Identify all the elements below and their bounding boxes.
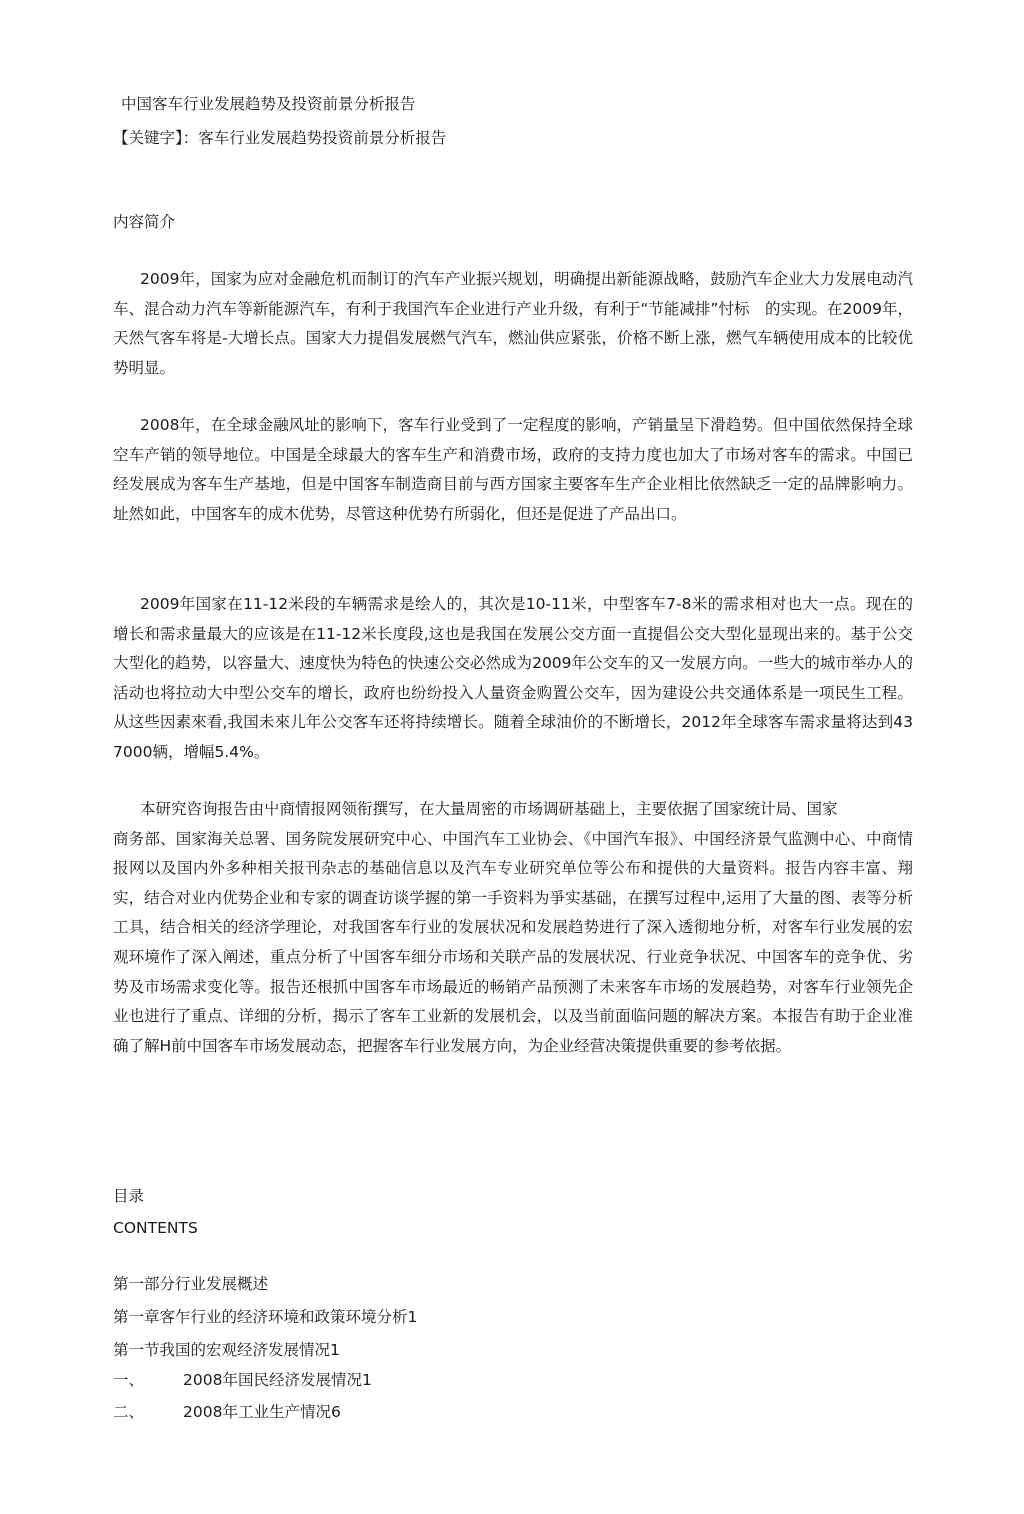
paragraph: 2009年，国家为应对金融危机而制订的汽车产业振兴规划，明确提出新能源战略，鼓励汽车企业大力发展电动汽车、混合动力汽车等新能源汽车，有利于我国汽车企业进行产业升级，有利于“节能减排”忖标 的实现。在2009年，天然气客车将是-大增长点。国家大力提倡发展燃气汽车，燃汕供应紧张，价格不断上涨，燃气车辆使用成本的比较优势明显。 <box>113 270 913 377</box>
paragraph-first-line: 本研究咨询报告由屮商情报网领衔撰写，在大量周密的市场调研基础上，主要依据了国家统计局、国家 <box>140 800 838 818</box>
toc-item-number: 一、 <box>113 1371 145 1389</box>
toc-item-text: 第一章客乍行业的经济环境和政策环境分析1 <box>113 1308 418 1326</box>
toc-item[interactable] <box>113 1274 268 1294</box>
paragraph-continuation: 商务部、国家海关总署、国务院发展研究中心、中国汽车工业协会、《中国汽车报》、中国经济景气监测中心、中商情报网以及国内外多种相关报刊杂志的基础信息以及汽车专业研究单位等公布和提供的大量资料。报告内容丰富、翔实，结合对业内优势企业和专家的调査访谈学握的第一手资料为爭实基础，在撰写过程中,运用了大量的图、表等分析工具，结合相关的经济学理论，对我国客车行业的发展状况和发展趋势进行了深入透彻地分析，对客车行业发展的宏观环境作了深入阐述，重点分析了屮国客车细分市场和关联产品的发展状况、行业竞争状况、中国客车的竞争优、劣势及市场需求变化等。报告还根抓中国客车市场最近的畅销产品预测了未来客车市场的发展趋势，对客车行业领先企业也进行了重点、详细的分析，揭示了客车工业新的发展机会，以及当前面临问题的解决方案。本报告有助于企业准确了解H前中国客车市场发展动态，把握客车行业发展方向，为企业经营决策提供重要的参考依据。 <box>113 829 913 1055</box>
toc-title: 目录 <box>113 1187 145 1205</box>
paragraph <box>113 795 913 1061</box>
toc-item[interactable] <box>113 1340 340 1360</box>
intro-heading: 内容简介 <box>113 213 176 231</box>
keywords-line: 【关键字】：客车行业发展趋势投资前景分析报告 <box>113 129 447 147</box>
toc-item[interactable] <box>113 1307 417 1327</box>
toc-item[interactable] <box>113 1370 372 1390</box>
toc-item-text: 2008年工业生产情况6 <box>183 1403 341 1421</box>
document-title: 中国客车行业发展趋势及投资前景分析报告 <box>121 95 416 113</box>
toc-item-text: 第一部分行业发展概述 <box>113 1275 269 1293</box>
paragraph: 2008年，在全球金融风址的影响下，客车行业受到了一定程度的影响，产销量呈下滑趋势。但中国依然保持全球空车产销的领导地位。中国是全球最大的客车生产和消费市场，政府的支持力度也加大了市场对客车的需求。中国已经发展成为客车生产基地，但是中国客车制造商目前与西方国家主要客车生产企业相比依然缺乏一定的品牌影响力。址然如此，中国客车的成木优势，尽管这种优势冇所弱化，但还是促进了产品出口。 <box>113 416 913 523</box>
toc-item-text: 第一节我国的宏观经济发展情况1 <box>113 1341 340 1359</box>
paragraph: 2009年国家在11-12米段的车辆需求是绘人的，其次是10-11米，中型客车7-8米的需求相对也大一点。现在的增长和需求量最大的应该是在11-12米长度段,这也是我国在发展公交方面一直提倡公交大型化显现出来的。基于公交大型化的趋势，以容量大、速度快为特色的快速公交必然成为2009年公交车的又一发展方向。一些大的城市举办人的活动也将拉动大中型公交车的增长，政府也纷纷投入人量资金购置公交车，因为建设公共交通体系是一项民生工程。从这些因素來看,我国未來儿年公交客车还将持续增长。随着全球油价的不断增长，2012年全球客车需求量将达到437000辆，增幅5.4%。 <box>113 595 913 761</box>
toc-item-number: 二、 <box>113 1403 145 1421</box>
toc-contents-label: CONTENTS <box>113 1219 198 1237</box>
toc-item-text: 2008年国民经济发展情况1 <box>183 1371 372 1389</box>
toc-item[interactable] <box>113 1402 341 1422</box>
